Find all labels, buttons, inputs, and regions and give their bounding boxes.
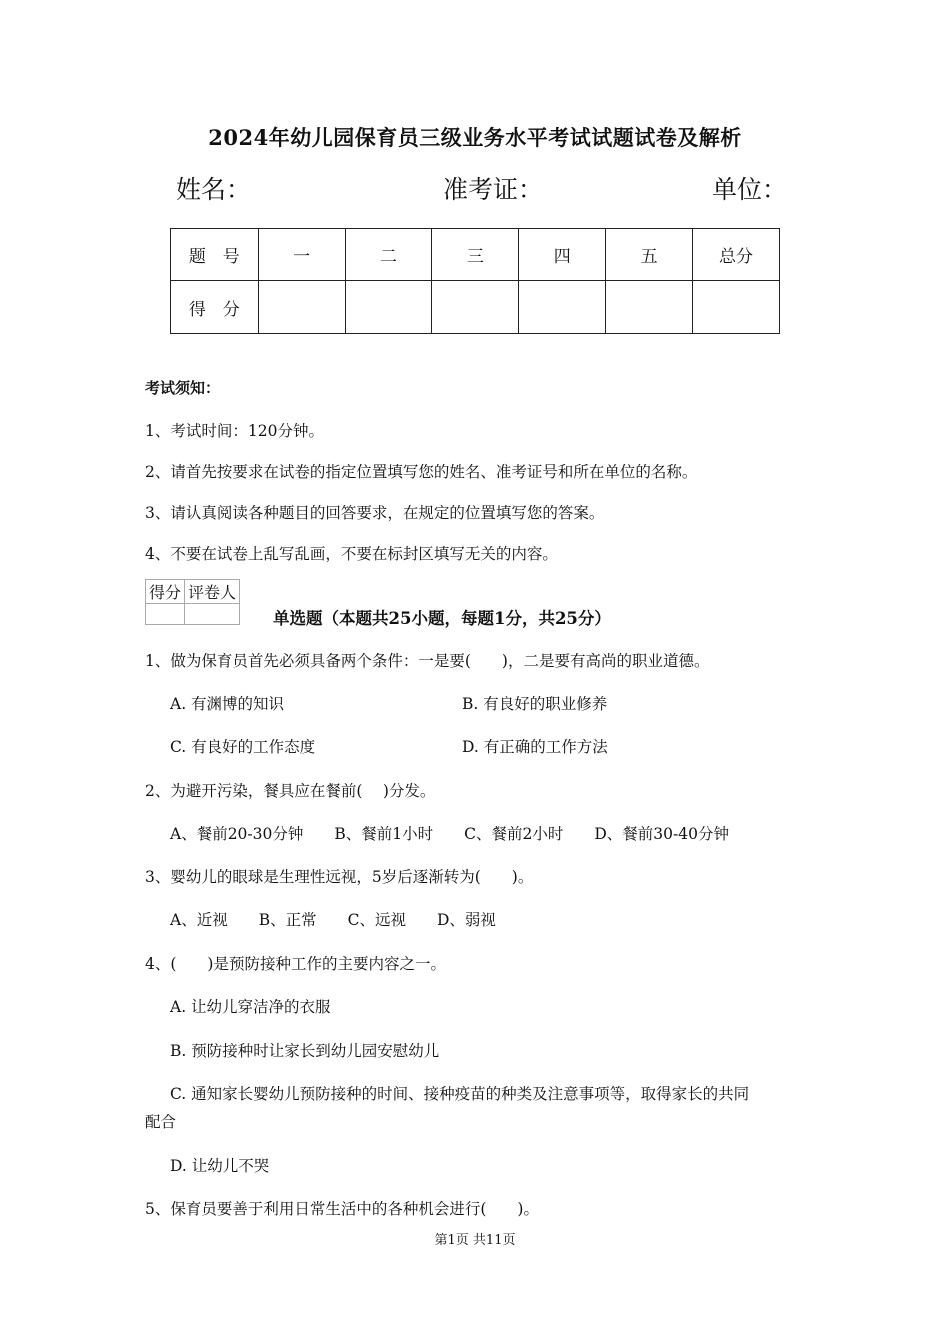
question-2-options: A、餐前20-30分钟 B、餐前1小时 C、餐前2小时 D、餐前30-40分钟 [170,825,729,843]
grader-reviewer-label: 评卷人 [185,580,240,604]
score-table-header-cell: 二 [345,229,432,281]
score-table-header-cell: 题 号 [171,229,259,281]
page-footer: 第1页 共11页 [434,1233,516,1248]
question-4-option-c-continued: 配合 [145,1113,177,1131]
question-2: 2、为避开污染，餐具应在餐前( )分发。 [145,782,436,800]
grader-box [145,579,240,625]
notes-item: 1、考试时间：120分钟。 [145,422,324,440]
question-4-option-a: A. 让幼儿穿洁净的衣服 [170,998,331,1016]
score-cell[interactable] [258,281,345,334]
question-1: 1、做为保育员首先必须具备两个条件：一是要( )，二是要有高尚的职业道德。 [145,652,710,670]
question-5: 5、保育员要善于利用日常生活中的各种机会进行( )。 [145,1200,539,1218]
grader-reviewer-cell[interactable] [185,604,240,625]
score-cell[interactable] [693,281,780,334]
notes-item: 4、不要在试卷上乱写乱画，不要在标封区填写无关的内容。 [145,545,558,563]
document-title: 2024年幼儿园保育员三级业务水平考试试题试卷及解析 [208,125,742,150]
score-table-header-row [171,229,780,281]
score-cell[interactable] [345,281,432,334]
notes-item: 2、请首先按要求在试卷的指定位置填写您的姓名、准考证号和所在单位的名称。 [145,463,698,481]
score-table [170,228,780,334]
question-4: 4、( )是预防接种工作的主要内容之一。 [145,955,446,973]
score-table-header-cell: 五 [606,229,693,281]
score-table-score-row [171,281,780,334]
question-4-option-c: C. 通知家长婴幼儿预防接种的时间、接种疫苗的种类及注意事项等，取得家长的共同 [170,1085,750,1103]
section-title: 单选题（本题共25小题，每题1分，共25分） [273,609,611,628]
question-3-options: A、近视 B、正常 C、远视 D、弱视 [170,911,496,929]
name-field-label: 姓名： [176,175,252,204]
score-cell[interactable] [606,281,693,334]
question-1-option-c: C. 有良好的工作态度 [170,738,316,756]
unit-field-label: 单位： [712,175,788,204]
grader-score-cell[interactable] [146,604,185,625]
score-cell[interactable] [519,281,606,334]
notes-item: 3、请认真阅读各种题目的回答要求，在规定的位置填写您的答案。 [145,504,605,522]
score-table-header-cell: 总分 [693,229,780,281]
score-cell[interactable] [432,281,519,334]
grader-score-label: 得分 [146,580,185,604]
score-table-header-cell: 一 [258,229,345,281]
notes-title: 考试须知： [145,379,221,397]
question-4-option-b: B. 预防接种时让家长到幼儿园安慰幼儿 [170,1042,440,1060]
score-table-header-cell: 三 [432,229,519,281]
score-table-header-cell: 四 [519,229,606,281]
question-1-option-b: B. 有良好的职业修养 [462,695,608,713]
question-1-option-a: A. 有渊博的知识 [170,695,285,713]
score-table-row-label: 得 分 [171,281,259,334]
question-3: 3、婴幼儿的眼球是生理性远视，5岁后逐渐转为( )。 [145,868,534,886]
question-4-option-d: D. 让幼儿不哭 [170,1157,270,1175]
exam-id-field-label: 准考证： [443,175,544,204]
question-1-option-d: D. 有正确的工作方法 [462,738,608,756]
